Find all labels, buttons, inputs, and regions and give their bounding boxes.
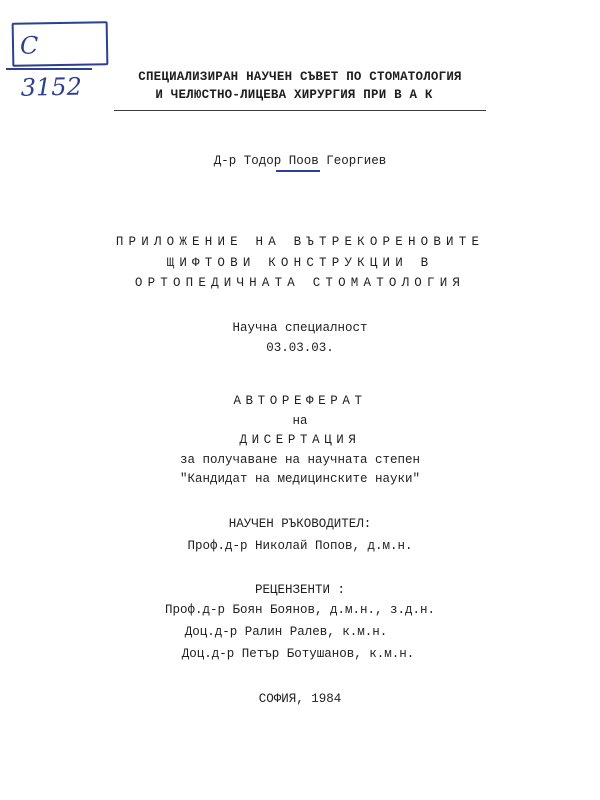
place-year: СОФИЯ, 1984 xyxy=(258,692,342,706)
archive-stamp xyxy=(12,21,109,102)
title-line-3: ОРТОПЕДИЧНАТА СТОМАТОЛОГИЯ xyxy=(134,276,466,290)
council-line-1: СПЕЦИАЛИЗИРАН НАУЧЕН СЪВЕТ ПО СТОМАТОЛОГИЯ xyxy=(138,70,462,84)
reviewer-3: Доц.д-р Петър Ботушанов, к.м.н. xyxy=(181,647,415,661)
author-name: Д-р Тодор Поов Георгиев xyxy=(213,154,387,168)
specialty-label: Научна специалност xyxy=(232,321,368,335)
abstract-heading: АВТОРЕФЕРАТ xyxy=(233,394,367,408)
stamp-code: С 3152 xyxy=(19,31,83,102)
dissertation-heading: ДИСЕРТАЦИЯ xyxy=(239,433,361,447)
author-underline xyxy=(276,170,320,172)
header-divider xyxy=(114,110,486,111)
reviewer-1: Проф.д-р Боян Боянов, д.м.н., з.д.н. xyxy=(164,603,436,617)
supervisor-name: Проф.д-р Николай Попов, д.м.н. xyxy=(187,539,413,553)
reviewer-2: Доц.д-р Ралин Ралев, к.м.н. xyxy=(184,625,388,639)
degree-purpose: за получаване на научната степен xyxy=(179,453,421,467)
supervisor-heading: НАУЧЕН РЪКОВОДИТЕЛ: xyxy=(228,517,372,531)
abstract-on: на xyxy=(292,414,308,428)
specialty-code: 03.03.03. xyxy=(266,341,334,355)
degree-name: "Кандидат на медицинските науки" xyxy=(179,472,421,486)
reviewers-heading: РЕЦЕНЗЕНТИ : xyxy=(254,583,345,597)
title-line-1: ПРИЛОЖЕНИЕ НА ВЪТРЕКОРЕНОВИТЕ xyxy=(115,235,485,249)
title-line-2: ЩИФТОВИ КОНСТРУКЦИИ В xyxy=(166,256,434,270)
council-line-2: И ЧЕЛЮСТНО-ЛИЦЕВА ХИРУРГИЯ ПРИ В А К xyxy=(155,88,433,102)
